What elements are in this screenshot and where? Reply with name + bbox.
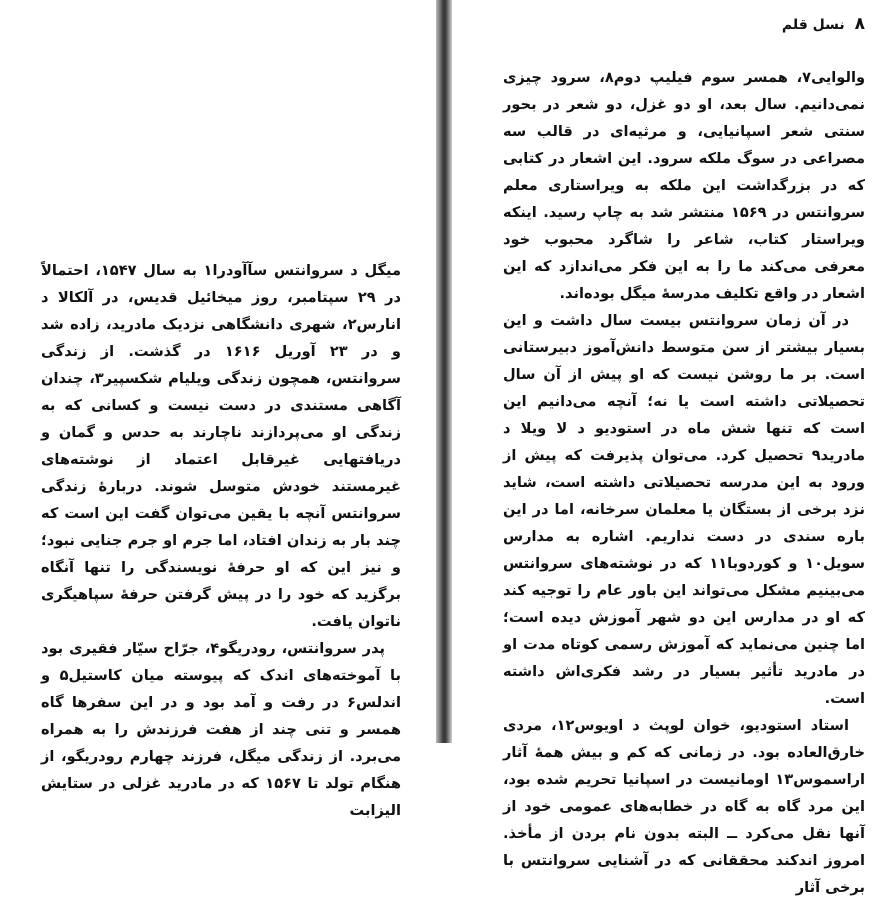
left-page — [0, 0, 436, 819]
book-spine-gutter — [436, 0, 452, 743]
running-title: نسل قلم — [781, 17, 845, 33]
right-paragraph-2: در آن زمان سروانتس بیست سال داشت و این بسیار بیشتر از سن متوسط دانش‌آموز دبیرستانی است. بر ما روشن نیست که او پیش از آن سال تحصیلاتی داشته است یا نه؛ آنچه می‌دانیم این است که تنها شش ماه در استودیو د لا ویلا د مادرید۹ تحصیل کرد. می‌توان پذیرفت که پیش از ورود به این مدرسه تحصیلاتی داشته است، شاید نزد برخی از بستگان یا معلمان سرخانه، اما در این باره سندی در دست نداریم. اشاره به مدارس سویل۱۰ و کوردوبا۱۱ که در نوشته‌های سروانتس می‌بینیم مشکل می‌تواند این باور عام را توجیه کند که او در مدارس این دو شهر آموزش دیده است؛ اما چنین می‌نماید که آموزش رسمی کوتاه مدت او در مادرید تأثیر بسیار در رشد فکری‌اش داشته است. — [503, 312, 865, 707]
running-header — [782, 14, 865, 34]
right-page-body — [503, 64, 865, 901]
page-number: ۸ — [854, 14, 865, 34]
right-paragraph-1: والوایی۷، همسر سوم فیلیپ دوم۸، سرود چیزی نمی‌دانیم. سال بعد، او دو غزل، دو شعر در بحور سنتی شعر اسپانیایی، و مرثیه‌ای در قالب سه مصراعی در سوگ ملکه سرود. این اشعار در کتابی که در بزرگداشت این ملکه به ویراستاری معلم سروانتس در ۱۵۶۹ منتشر شد به چاپ رسید. اینکه ویراستار کتاب، شاعر را شاگرد محبوب خود معرفی می‌کند ما را به این فکر می‌اندازد که این اشعار در واقع تکلیف مدرسهٔ میگل بوده‌اند. — [503, 69, 866, 302]
right-page — [452, 0, 885, 896]
left-page-body — [41, 257, 401, 824]
left-paragraph-2: پدر سروانتس، رودریگو۴، جرّاح سیّار فقیری بود با آموخته‌های اندک که پیوسته میان کاستیل۵ و اندلس۶ در رفت و آمد بود و در این سفرها گاه همسر و تنی چند از هفت فرزندش را به همراه می‌برد. از زندگی میگل، فرزند چهارم رودریگو، از هنگام تولد تا ۱۵۶۷ که در مادرید غزلی در ستایش الیزابت — [41, 640, 402, 819]
left-paragraph-1: میگل د سروانتس سآآودرا۱ به سال ۱۵۴۷، احتمالاً در ۲۹ سپتامبر، روز میخائیل قدیس، در آلکالا د انارس۲، شهری دانشگاهی نزدیک مادرید، زاده شد و در ۲۳ آوریل ۱۶۱۶ در گذشت. از زندگی سروانتس، همچون زندگی ویلیام شکسپیر۳، چندان آگاهی مستندی در دست نیست و کسانی که به زندگی او می‌پردازند ناچارند به حدس و گمان و دریافتهایی غیرقابل اعتماد از نوشته‌های غیرمستند خودش متوسل شوند. دربارهٔ زندگی سروانتس آنچه با یقین می‌توان گفت این است که چند بار به زندان افتاد، اما جرم او جرم جنایی نبود؛ و نیز این که او حرفهٔ نویسندگی را تنها آنگاه برگزید که خود را در پیش گرفتن حرفهٔ سپاهیگری ناتوان یافت. — [41, 262, 402, 630]
right-paragraph-3: استاد استودیو، خوان لوپث د اویوس۱۲، مردی خارق‌العاده بود. در زمانی که کم و بیش همهٔ آثار اراسموس۱۳ اومانیست در اسپانیا تحریم شده بود، این مرد گاه به گاه در خطابه‌های عمومی خود از آنها نقل می‌کرد ــ البته بدون نام بردن از مأخذ. امروز اندکند محققانی که در آشنایی سروانتس با برخی آثار — [503, 717, 865, 896]
